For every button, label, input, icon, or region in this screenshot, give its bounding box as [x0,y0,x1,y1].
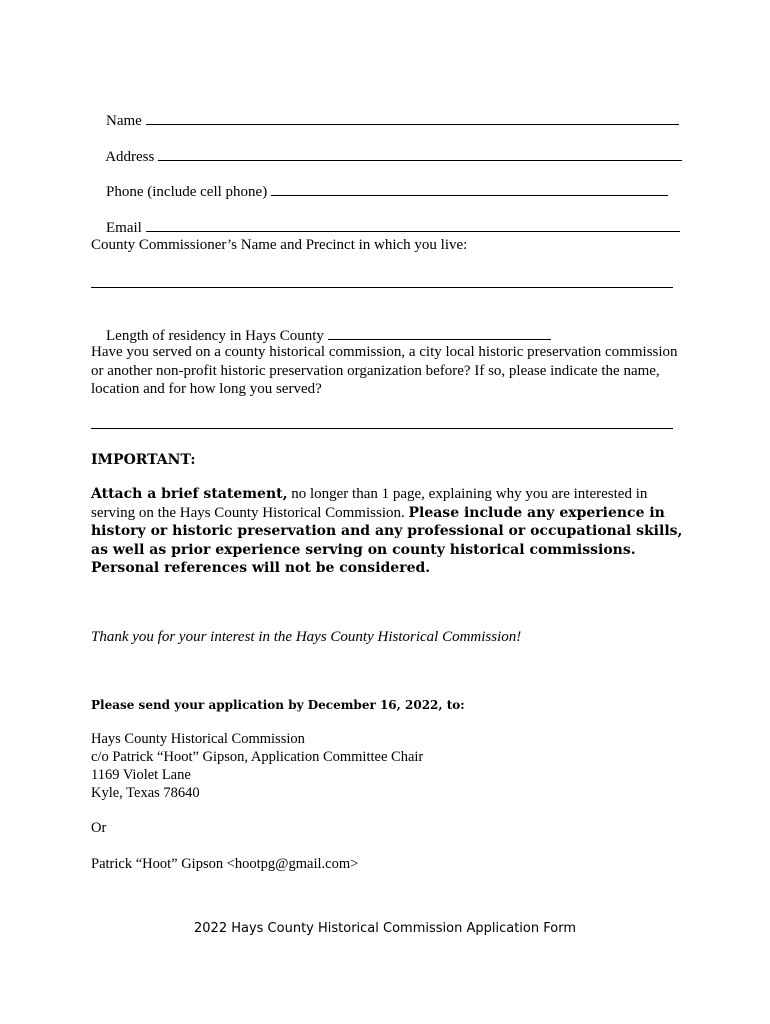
address-label: Address [105,149,155,165]
attach-text: no longer than 1 page, explaining why you are interested in serving on the Hays County Historical Commission. [91,486,648,521]
thanks-message: Thank you for your interest in the Hays County Historical Commission! [91,629,522,645]
page-footer: 2022 Hays County Historical Commission Application Form [194,921,576,936]
residency-blank[interactable] [328,326,551,340]
mailing-address-line: Hays County Historical Commission [91,731,305,747]
attach-bold-text: Attach a brief statement, [91,486,288,502]
mailing-address-line: c/o Patrick “Hoot” Gipson, Application Committee Chair [91,749,424,765]
include-bold-text: Please include any experience in history or historic preservation and any professional or occupational skills, as well as prior experience serving on county historical commissions. Personal references will not be considered. [91,504,683,576]
served-blank[interactable] [91,428,673,429]
mailing-address-line: 1169 Violet Lane [91,767,191,783]
or-text: Or [91,820,107,836]
commissioner-blank[interactable] [91,287,673,288]
commissioner-label: County Commissioner’s Name and Precinct in which you live: [91,237,468,253]
residency-label: Length of residency in Hays County [106,328,324,344]
phone-label: Phone (include cell phone) [106,184,268,200]
contact-email-line: Patrick “Hoot” Gipson <hootpg@gmail.com> [91,856,359,872]
name-label: Name [106,113,142,129]
address-blank[interactable] [158,147,682,161]
phone-blank[interactable] [271,182,668,196]
email-label: Email [106,220,142,236]
mailing-address-line: Kyle, Texas 78640 [91,785,200,801]
send-instruction: Please send your application by December 16, 2022, to: [91,698,465,712]
email-blank[interactable] [146,218,680,232]
important-heading: IMPORTANT: [91,452,196,468]
name-blank[interactable] [146,111,679,125]
important-paragraph [91,485,685,578]
served-question: Have you served on a county historical commission, a city local historic preservation commission or another non-profit historic preservation organization before? If so, please indicate the name, location and for how long you served? [91,344,678,397]
